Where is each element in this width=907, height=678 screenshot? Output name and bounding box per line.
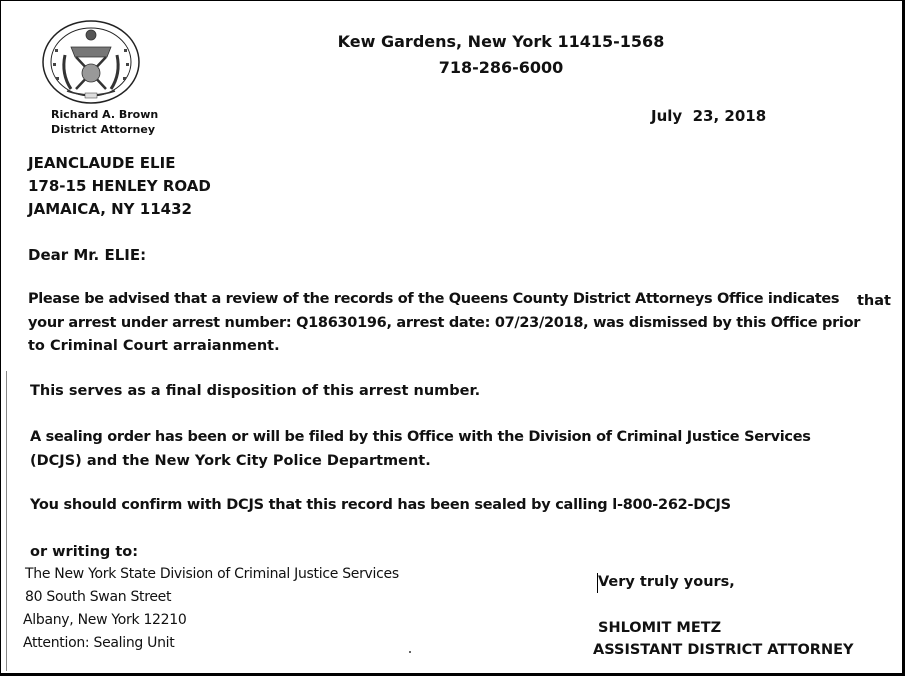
district-attorney-title: District Attorney bbox=[51, 123, 155, 136]
paragraph-1-line-2: your arrest under arrest number: Q18630196, arrest date: 07/23/2018, was dismissed by this Office prior bbox=[28, 315, 861, 331]
letter-date: July 23, 2018 bbox=[651, 107, 767, 125]
paragraph-1-line-1-tail: that bbox=[857, 293, 891, 309]
paragraph-1-line-3: to Criminal Court arraianment. bbox=[28, 338, 280, 354]
paragraph-5: or writing to: bbox=[30, 544, 139, 560]
district-attorney-name: Richard A. Brown bbox=[51, 108, 159, 121]
recipient-name: JEANCLAUDE ELIE bbox=[28, 154, 176, 172]
recipient-city: JAMAICA, NY 11432 bbox=[28, 200, 192, 218]
office-address: Kew Gardens, New York 11415-1568 bbox=[337, 32, 665, 51]
scan-speck bbox=[409, 651, 411, 653]
paragraph-4: You should confirm with DCJS that this record has been sealed by calling l-800-262-DCJS bbox=[30, 497, 731, 513]
paragraph-2: This serves as a final disposition of this arrest number. bbox=[30, 383, 481, 399]
signer-name: SHLOMIT METZ bbox=[598, 620, 722, 636]
office-phone: 718-286-6000 bbox=[438, 58, 564, 77]
nyc-seal-icon bbox=[41, 19, 141, 105]
dcjs-address-line-1: The New York State Division of Criminal Justice Services bbox=[25, 566, 399, 582]
paragraph-3-line-1: A sealing order has been or will be filed by this Office with the Division of Criminal Justice Services bbox=[30, 429, 811, 445]
dcjs-address-line-3: Albany, New York 12210 bbox=[23, 612, 187, 628]
dcjs-address-line-4: Attention: Sealing Unit bbox=[23, 635, 175, 651]
paragraph-1-line-1: Please be advised that a review of the records of the Queens County District Attorneys Office indicates bbox=[28, 291, 840, 307]
district-attorney-block bbox=[51, 107, 158, 137]
scan-margin-line bbox=[6, 371, 7, 671]
valediction: Very truly yours, bbox=[598, 574, 735, 590]
recipient-street: 178-15 HENLEY ROAD bbox=[28, 177, 211, 195]
paragraph-3-line-2: (DCJS) and the New York City Police Department. bbox=[30, 453, 431, 469]
signer-title: ASSISTANT DISTRICT ATTORNEY bbox=[593, 642, 854, 658]
salutation: Dear Mr. ELIE: bbox=[28, 246, 147, 264]
dcjs-address-line-2: 80 South Swan Street bbox=[25, 589, 172, 605]
